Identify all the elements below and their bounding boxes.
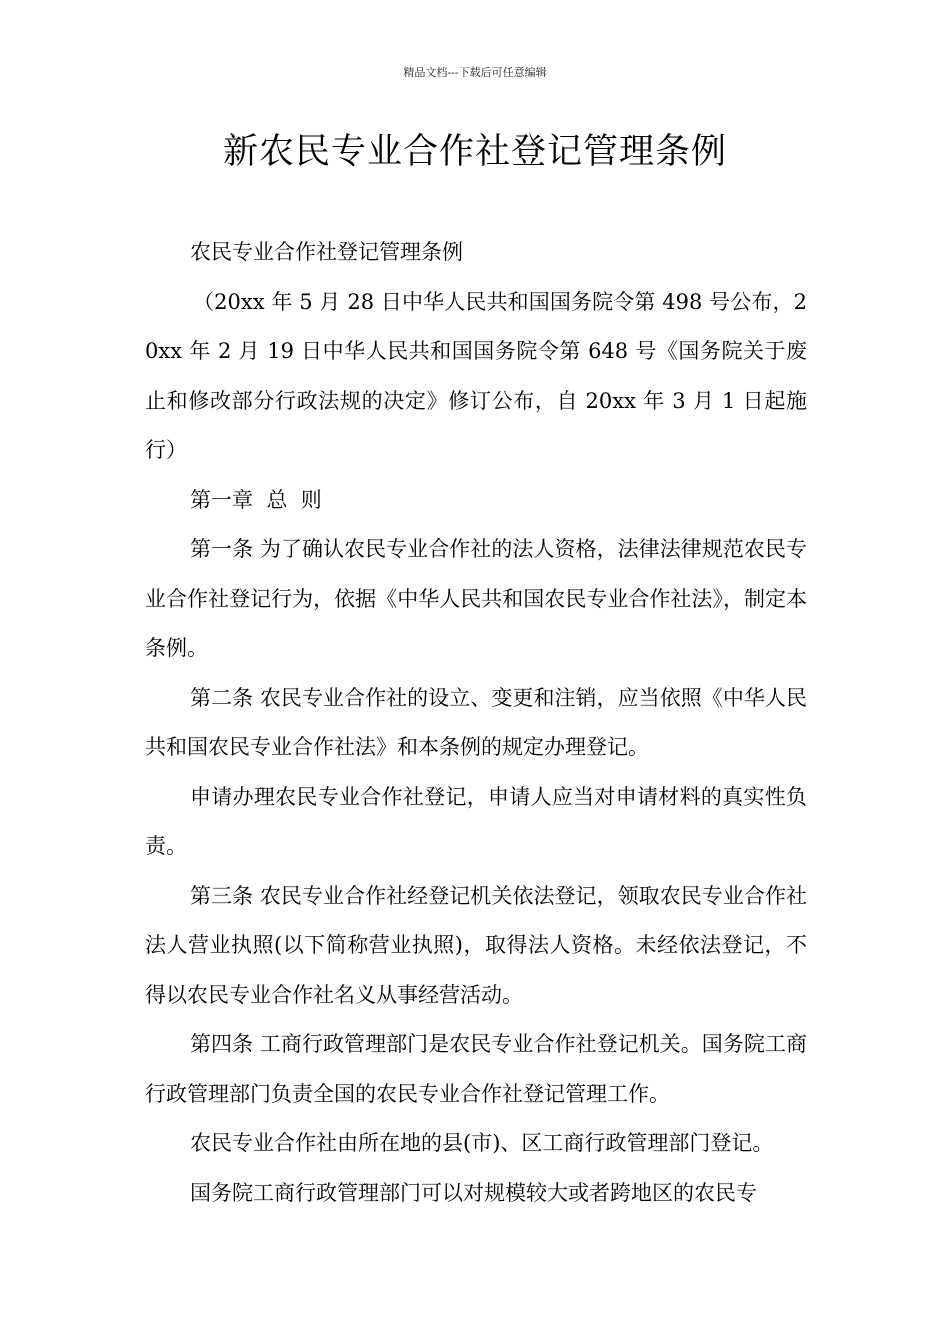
article-2-clause: 申请办理农民专业合作社登记，申请人应当对申请材料的真实性负责。 bbox=[145, 784, 807, 858]
article-2: 第二条 农民专业合作社的设立、变更和注销，应当依照《中华人民共和国农民专业合作社法》和本条例的规定办理登记。 bbox=[145, 685, 807, 759]
chapter-heading: 第一章 总 则 bbox=[190, 487, 322, 512]
article-1: 第一条 为了确认农民专业合作社的法人资格，法律法律规范农民专业合作社登记行为，依据《中华人民共和国农民专业合作社法》，制定本条例。 bbox=[145, 537, 807, 660]
paragraph-promulgation-note: （20xx 年 5 月 28 日中华人民共和国国务院令第 498 号公布，20xx 年 2 月 19 日中华人民共和国国务院令第 648 号《国务院关于废止和修改部分行政法规的决定》修订公布，自 20xx 年 3 月 1 日起施行） bbox=[145, 289, 807, 462]
article-4: 第四条 工商行政管理部门是农民专业合作社登记机关。国务院工商行政管理部门负责全国的农民专业合作社登记管理工作。 bbox=[145, 1032, 807, 1106]
document-title: 新农民专业合作社登记管理条例 bbox=[222, 132, 727, 172]
document-body bbox=[145, 228, 807, 1218]
article-4-clause-2: 国务院工商行政管理部门可以对规模较大或者跨地区的农民专 bbox=[190, 1180, 757, 1205]
article-3: 第三条 农民专业合作社经登记机关依法登记，领取农民专业合作社法人营业执照(以下简称营业执照)，取得法人资格。未经依法登记，不得以农民专业合作社名义从事经营活动。 bbox=[145, 883, 807, 1007]
article-4-clause-1: 农民专业合作社由所在地的县(市)、区工商行政管理部门登记。 bbox=[190, 1131, 774, 1155]
paragraph-subtitle: 农民专业合作社登记管理条例 bbox=[190, 240, 463, 264]
header-note: 精品文档---下载后可任意编辑 bbox=[403, 66, 547, 79]
